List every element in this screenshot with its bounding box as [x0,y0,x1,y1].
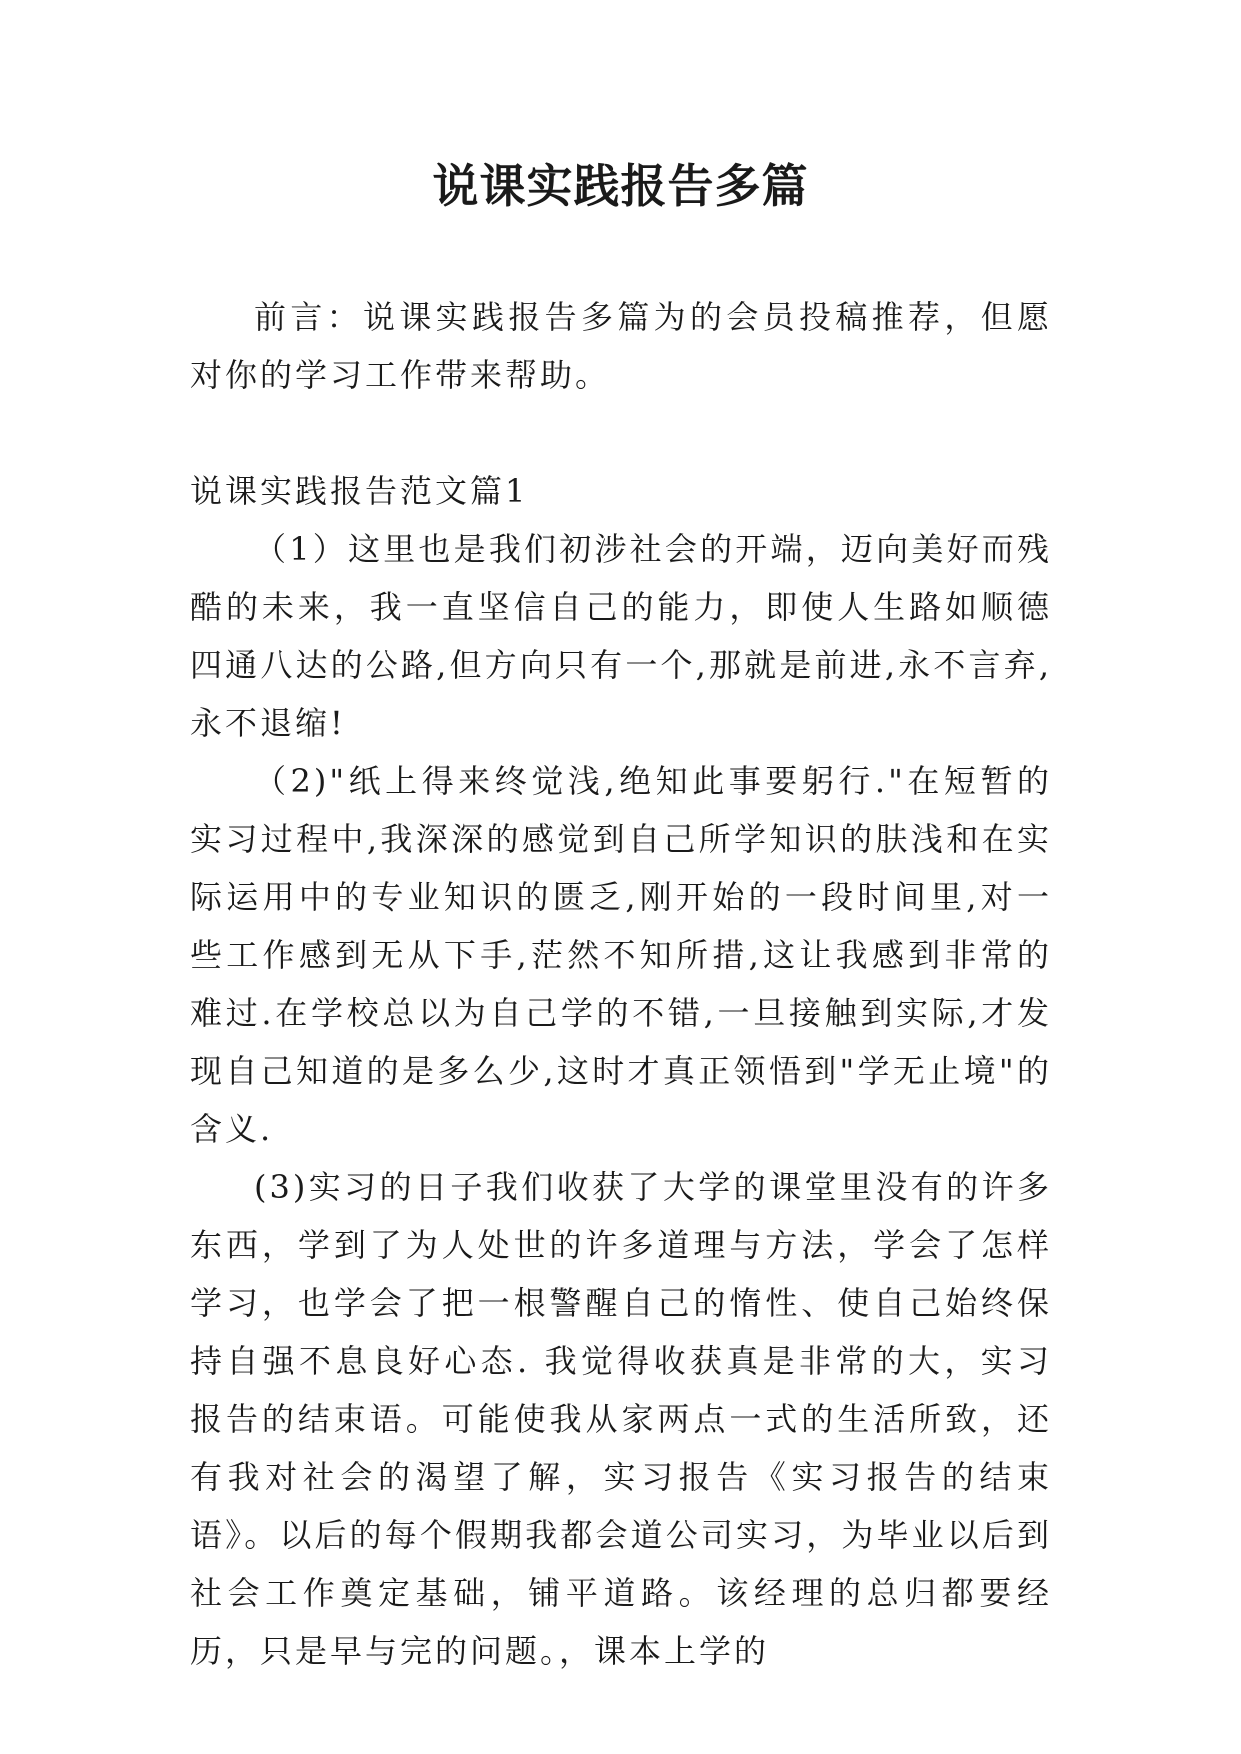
preface-paragraph: 前言：说课实践报告多篇为的会员投稿推荐，但愿对你的学习工作带来帮助。 [190,298,1052,394]
body-paragraph: （1）这里也是我们初涉社会的开端，迈向美好而残酷的未来，我一直坚信自己的能力，即使人生路如顺德四通八达的公路,但方向只有一个,那就是前进,永不言弃,永不退缩! [190,530,1052,742]
preface-block [190,288,1052,404]
body-paragraph: (3)实习的日子我们收获了大学的课堂里没有的许多东西，学到了为人处世的许多道理与方法，学会了怎样学习，也学会了把一根警醒自己的惰性、使自己始终保持自强不息良好心态. 我觉得收获真是非常的大，实习报告的结束语。可能使我从家两点一式的生活所致，还有我对社会的渴望了解，实习报告《实习报告的结束语》。以后的每个假期我都会道公司实习，为毕业以后到社会工作奠定基础，铺平道路。该经理的总归都要经历，只是早与完的问题。，课本上学的 [190,1168,1052,1670]
body-paragraph: （2)"纸上得来终觉浅,绝知此事要躬行."在短暂的实习过程中,我深深的感觉到自己所学知识的肤浅和在实际运用中的专业知识的匮乏,刚开始的一段时间里,对一些工作感到无从下手,茫然不知所措,这让我感到非常的难过.在学校总以为自己学的不错,一旦接触到实际,才发现自己知道的是多么少,这时才真正领悟到"学无止境"的含义. [190,762,1052,1148]
section-heading: 说课实践报告范文篇1 [190,472,529,510]
document-title: 说课实践报告多篇 [432,159,809,213]
section-block [190,462,1052,1680]
